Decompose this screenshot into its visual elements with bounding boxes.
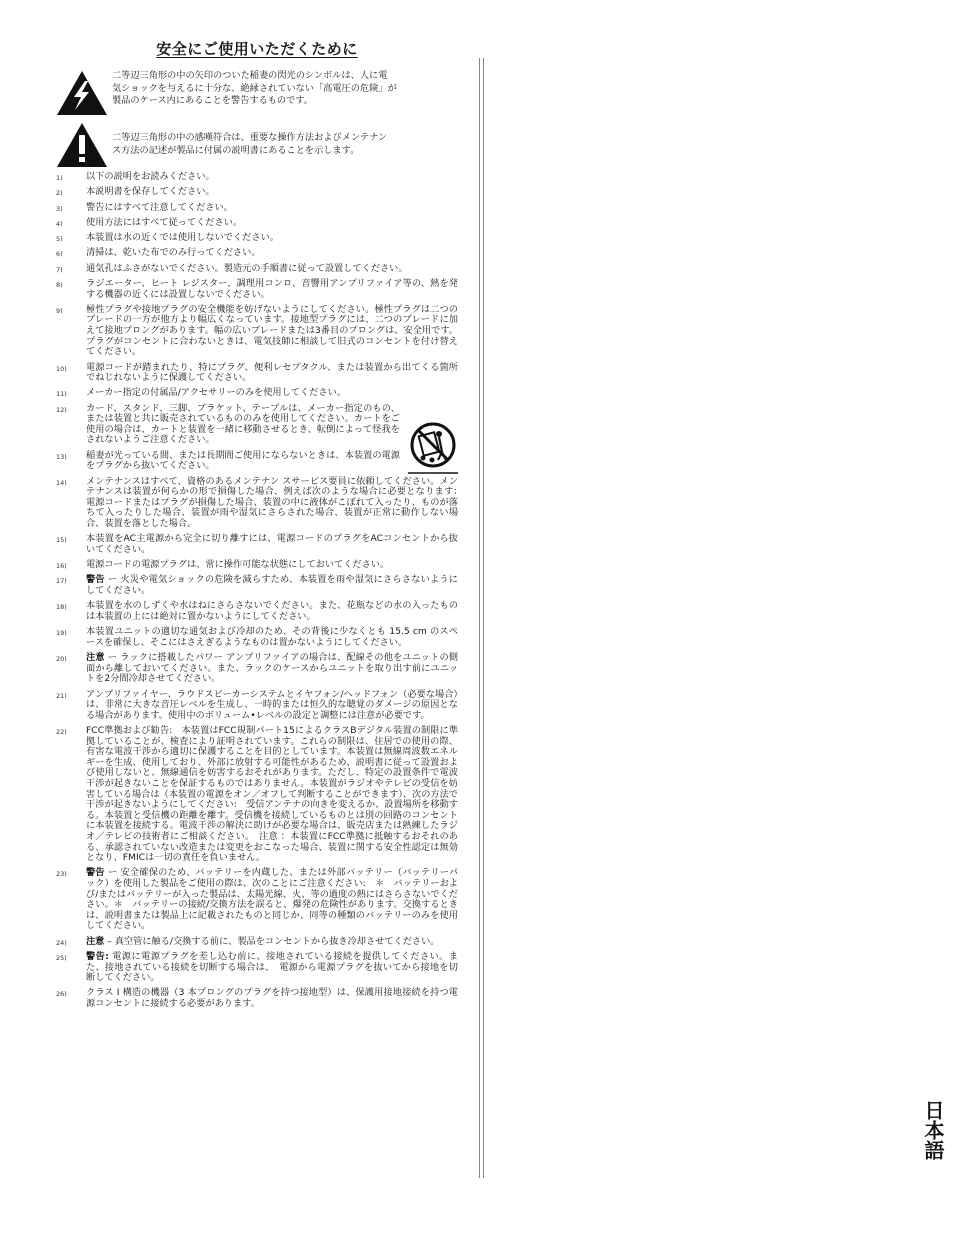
list-item: 21) アンプリファイヤー、ラウドスピーカーシステムとイヤフォン/ヘッドフォン（必要な場合）は、非常に大きな音圧レベルを生成し、一時的または恒久的な聴覚のダメージの原因となる場合があります。使用中のボリューム•レベルの設定と調整には注意が必要です。 [56,688,458,721]
list-item: 23) 警告 ー 安全確保のため、バッテリーを内蔵した、または外部バッテリー（バッテリーパック）を使用した製品をご使用の際は、次のことにご注意ください: ＊ バッテリーおよび/またはバッテリーが入った製品は、太陽光線、火、等の過度の熱にはさらさないでください。＊ バッテリーの接続/交換方法を誤ると、爆発の危険性があります。交換するときは、説明書または製品上に記載されたものと同じか、同等の種類のバッテリーのみを使用してください。 [56,867,458,932]
warning-line: 気ショックを与えるに十分な、絶縁されていない「高電圧の危険」が [112,82,397,94]
list-item: 26) クラス I 構造の機器（3 本プロングのプラグを持つ接地型）は、保護用接地接続を持つ電源コンセントに接続する必要があります。 [56,987,458,1009]
column-divider [479,58,480,1178]
list-item: 25) 警告: 電源に電源プラグを差し込む前に、接地されている接続を提供してください。また、接地されている接続を切断する場合は、 電源から電源プラグを抜いてから接地を切断してください。 [56,950,458,984]
safety-instruction-list [56,171,468,1014]
exclamation-triangle-icon [56,122,108,168]
warning-exclamation [56,122,458,170]
list-item: 17) 警告 ー 火災や電気ショックの危険を減らすため、本装置を雨や湿気にさらさないようにしてください。 [56,574,458,596]
list-item: 1) 以下の説明をお読みください。 [56,171,215,182]
warning-line: 製品のケース内にあることを警告するものです。 [112,95,313,107]
list-item: 8) ラジエーター、ヒート レジスター、調理用コンロ、音響用アンプリファイア等の、熱を発する機器の近くには設置しないでください。 [56,277,458,300]
list-item: 20) 注意 ー ラックに搭載したパワー アンプリファイアの場合は、配線その他をユニットの側面から離しておいてください。また、ラックのケースからユニットを取り出す前にユニットを2分間冷却させてください。 [56,652,458,685]
list-item: 3) 警告にはすべて注意してください。 [56,201,233,213]
list-item: 19) 本装置ユニットの適切な通気および冷却のため、その背後に少なくとも 15.5 cm のスペースを確保し、そこにはさえぎるようなものは置かないようにしてください。 [56,626,458,648]
list-item: 4) 使用方法にはすべて従ってください。 [56,216,243,228]
column-divider [483,58,484,1178]
list-item: 5) 本装置は水の近くでは使用しないでください。 [56,232,279,244]
warning-lightning [56,70,458,118]
list-item: 6) 清掃は、乾いた布でのみ行ってください。 [56,247,261,259]
list-item: 13) 稲妻が光っている間、または長期間ご使用にならないときは、本装置の電源をプラグから抜いてください。 [56,449,400,472]
list-item: 7) 通気孔はふさがないでください。製造元の手順書に従って設置してください。 [56,262,408,274]
warning-text [112,132,458,157]
list-item: 16) 電源コードの電源プラグは、常に操作可能な状態にしておいてください。 [56,559,390,571]
list-item: 2) 本説明書を保存してください。 [56,186,215,198]
language-tab: 日本語 [921,1100,945,1160]
list-item: 11) メーカー指定の付属品/アクセサリーのみを使用してください。 [56,387,346,399]
list-item: 24) 注意 – 真空管に触る/交換する前に、製品をコンセントから抜き冷却させてください。 [56,935,440,947]
warning-line: ス方法の記述が製品に付属の説明書にあることを示します。 [112,144,360,156]
list-item: 12) カード、スタンド、三脚、ブラケット、テーブルは、メーカー指定のもの、または装置と共に販売されているもののみを使用してください。カートをご使用の場合は、カートと装置を一緒に移動させるとき、転倒によって怪我をされないようご注意ください。 [56,402,400,446]
warning-line: 二等辺三角形の中の感嘆符合は、重要な操作方法およびメンテナン [112,132,388,143]
page-title: 安全にご使用いただくために [156,40,358,58]
list-item: 9) 極性プラグや接地プラグの安全機能を妨げないようにしてください。極性プラグは二つのブレードの一方が他方より幅広くなっています。接地型プラグには、二つのブレードに加えて接地プロングがあります。幅の広いブレードまたは3番目のプロングは、安全用です。プラグがコンセントに合わないときは、電気技師に相談して旧式のコンセントを付け替えてください。 [56,303,458,358]
list-item: 10) 電源コードが踏まれたり、特にプラグ、便利レセプタクル、または装置から出てくる箇所でねじれないように保護してください。 [56,361,458,384]
warning-line: 二等辺三角形の中の矢印のついた稲妻の閃光のシンボルは、人に電 [112,70,388,81]
warning-text [112,70,458,108]
list-item: 18) 本装置を水のしずくや水はねにさらさないでください。また、花瓶などの水の入ったものは本装置の上には絶対に置かないようにしてください。 [56,600,458,622]
list-item: 15) 本装置をAC主電源から完全に切り離すには、電源コードのプラグをACコンセントから抜いてください。 [56,533,458,555]
list-item: 22) FCC準拠および勧告: 本装置はFCC規制パート15によるクラスBデジタル装置の制限に準拠していることが、検査により証明されています。これらの制限は、住居での使用の際、有害な電波干渉から適切に保護することを目的としています。本装置は無線周波数エネルギーを生成、使用しており、外部に放射する可能性があるため、説明書に従って設置および使用しないと、無線通信を妨害するおそれがあります。ただし、特定の設置条件で電波干渉が起きないことを保証するものではありません。本装置がラジオやテレビの受信を妨害している場合は（本装置の電源をオン／オフして判断することができます）、次の方法で干渉が起きないようにしてください: 受信アンテナの向きを変えるか、設置場所を移動する。本装置と受信機の距離を離す。受信機を接続しているものとは別の回路のコンセントに本装置を接続する。電波干渉の解決に助けが必要な場合は、販売店または熟練したラジオ／テレビの技術者にご相談ください。 注意 ：本装置にFCC準拠に抵触するおそれのある、承認されていない改造または変更をおこなった場合、装置に関する安全性認定は無効となり、FMICは一切の責任を負いません。 [56,724,458,864]
lightning-triangle-icon [56,70,108,116]
list-item: 14) メンテナンスはすべて、資格のあるメンテナン スサービス要員に依頼してください。メンテナンスは装置が何らかの形で損傷した場合、例えば次のような場合に必要となります： 電源コードまたはプラグが損傷した場合、装置の中に液体がこぼれて入ったり、ものが落ちて入ったりした場合、装置が雨や湿気にさらされた場合、装置が正常に動作しない場合、装置を落とした場合。 [56,475,468,529]
